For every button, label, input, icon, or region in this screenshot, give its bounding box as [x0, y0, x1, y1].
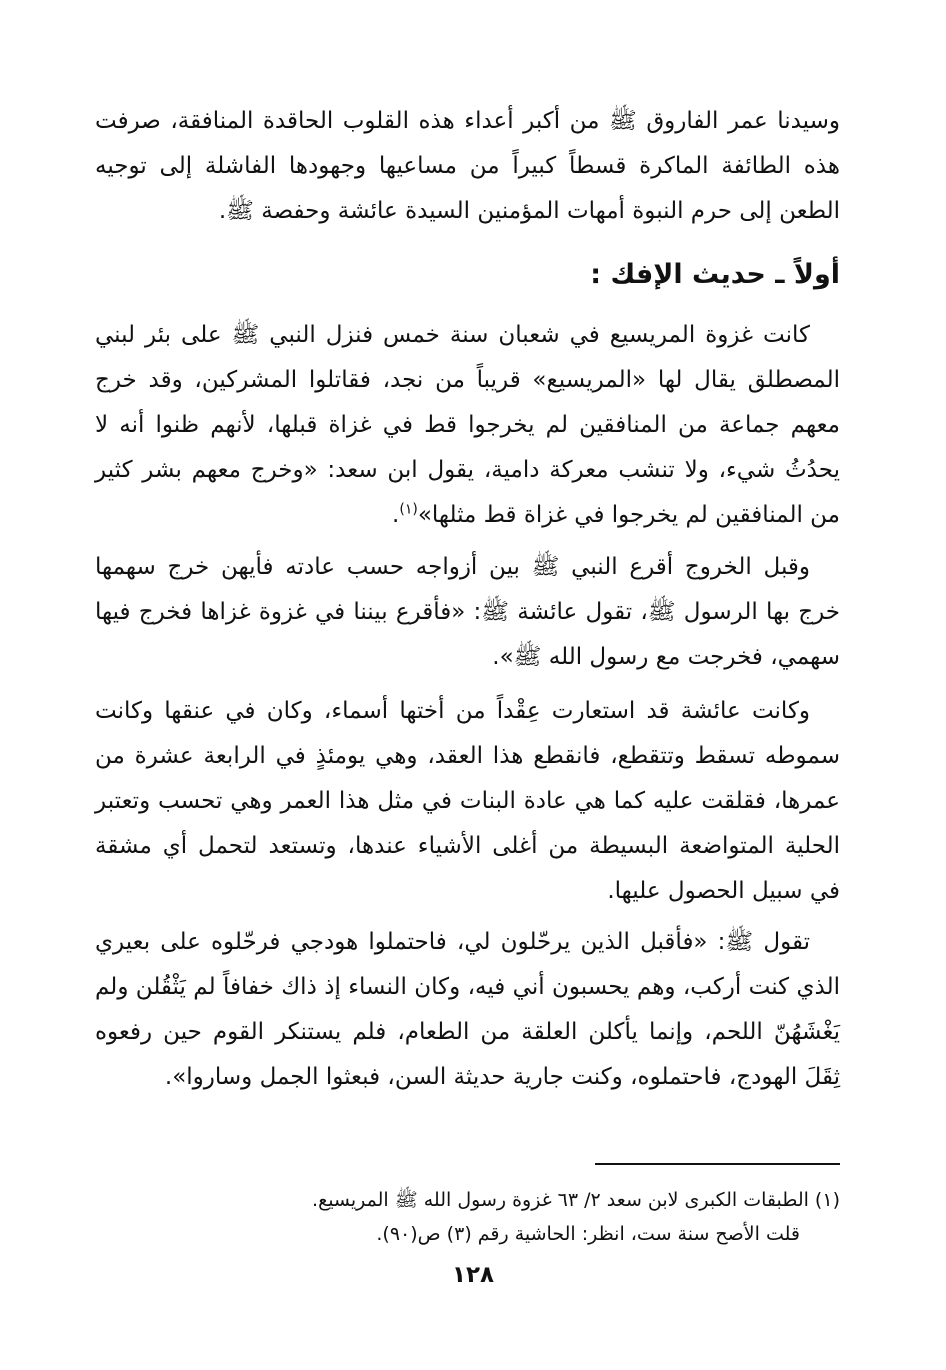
- paragraph-text: وكانت عائشة قد استعارت عِقْداً من أختها أسماء، وكان في عنقها وكانت سموطه تسقط وتتقطع، فانقطع هذا العقد، وهي يومئذٍ في الرابعة عشرة من عمرها، فقلقت عليه كما هي عادة البنات في مثل هذا العمر وهي تحسب وتعتبر الحلية المتواضعة البسيطة من أغلى الأشياء عندها، وتستعد لتحمل أي مشقة في سبيل الحصول عليها.: [95, 698, 840, 904]
- paragraph-lottery: [95, 545, 840, 680]
- paragraph-end-mark: .: [392, 502, 400, 528]
- footnote-1-note: قلت الأصح سنة ست، انظر: الحاشية رقم (٣) ص(٩٠).: [376, 1223, 800, 1245]
- paragraph-necklace: [95, 689, 840, 914]
- page-number: ١٢٨: [451, 1262, 495, 1288]
- footnote-1: (١) الطبقات الكبرى لابن سعد ٢/ ٦٣ غزوة رسول الله ﷺ المريسيع.: [312, 1189, 840, 1211]
- section-heading: أولاً ـ حديث الإفك :: [590, 259, 840, 290]
- paragraph-text: تقول ﷺ: «فأقبل الذين يرحّلون لي، فاحتملوا هودجي فرحّلوه على بعيري الذي كنت أركب، وهم يحسبون أني فيه، وكان النساء إذ ذاك خفافاً لم يَثْقُلن ولم يَغْشَهُنّ اللحم، وإنما يأكلن العلقة من الطعام، فلم يستنكر القوم حين رفعوه ثِقَلَ الهودج، فاحتملوه، وكنت جارية حديثة السن، فبعثوا الجمل وساروا».: [95, 929, 840, 1090]
- footnote-reference[interactable]: (١): [399, 501, 418, 518]
- footnotes-section: [110, 1183, 840, 1251]
- intro-text: وسيدنا عمر الفاروق ﷺ من أكبر أعداء هذه القلوب الحاقدة المنافقة، صرفت هذه الطائفة الماكرة قسطاً كبيراً من مساعيها وجهودها الفاشلة إلى توجيه الطعن إلى حرم النبوة أمهات المؤمنين السيدة عائشة وحفصة ﷺ.: [95, 108, 840, 224]
- paragraph-muraysi-battle: [95, 313, 840, 538]
- intro-paragraph: [95, 99, 840, 234]
- paragraph-howdah: [95, 920, 840, 1100]
- paragraph-text: كانت غزوة المريسيع في شعبان سنة خمس فنزل النبي ﷺ على بئر لبني المصطلق يقال لها «المريسيع» قريباً من نجد، فقاتلوا المشركين، وقد خرج معهم جماعة من المنافقين لم يخرجوا قط في غزاة قبلها، لأنهم ظنوا أنه لا يحدُثُ شيء، ولا تنشب معركة دامية، يقول ابن سعد: «وخرج معهم بشر كثير من المنافقين لم يخرجوا في غزاة قط مثلها»: [95, 322, 840, 528]
- footnote-divider: [595, 1163, 840, 1165]
- paragraph-text: وقبل الخروج أقرع النبي ﷺ بين أزواجه حسب عادته فأيهن خرج سهمها خرج بها الرسول ﷺ، تقول عائشة ﷺ: «فأقرع بيننا في غزوة غزاها فخرج فيها سهمي، فخرجت مع رسول الله ﷺ».: [95, 554, 840, 670]
